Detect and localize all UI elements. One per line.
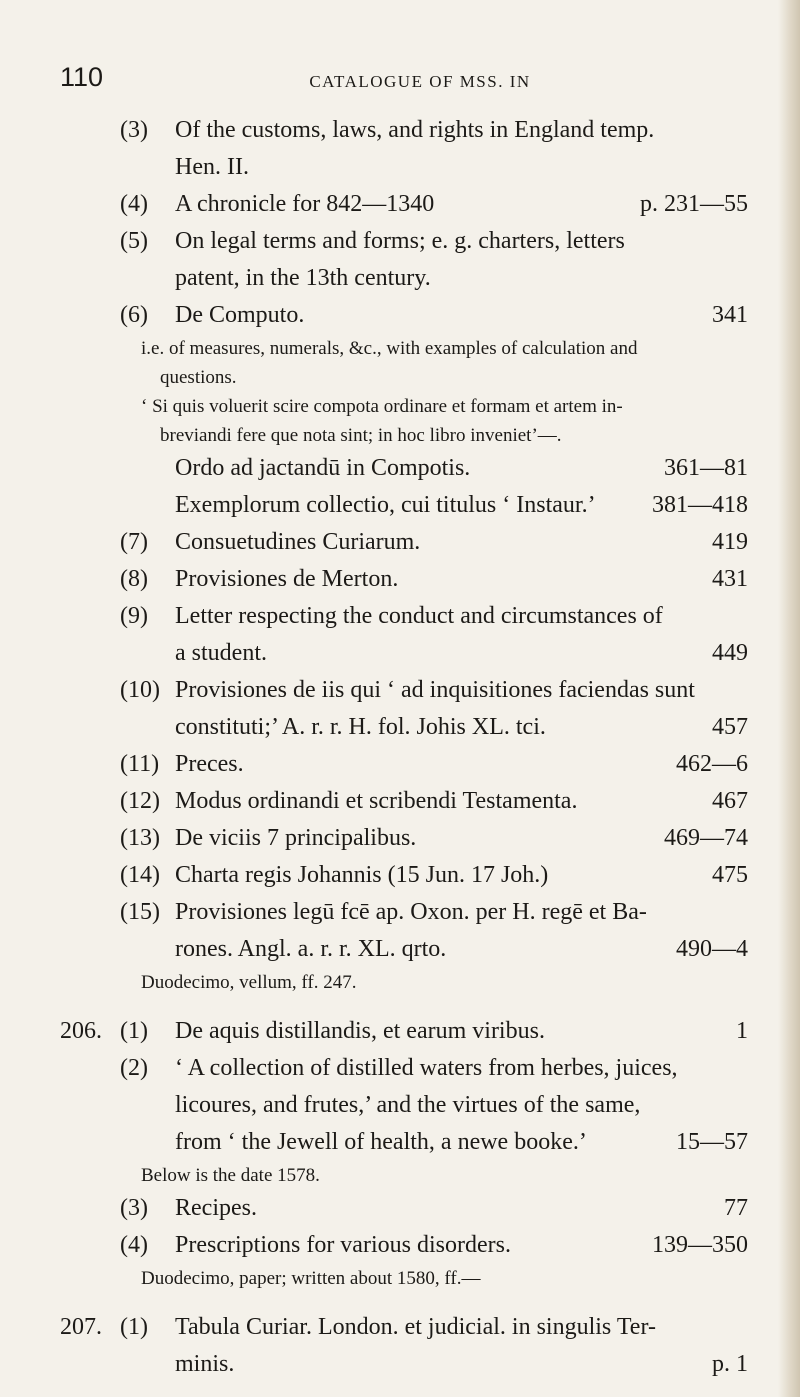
entry-line (0, 524, 800, 561)
entry-continuation: licoures, and frutes,’ and the virtues of the same, (175, 1092, 641, 1118)
entry-label: (15) (120, 899, 160, 925)
entry-label: (5) (120, 228, 148, 254)
entry-line (0, 672, 800, 709)
entry-page-ref: 381—418 (652, 492, 748, 518)
entry-line (0, 186, 800, 223)
manuscript-number: 207. (60, 1314, 102, 1340)
entry-page-ref: 419 (712, 529, 748, 555)
entry-label: (14) (120, 862, 160, 888)
quote-line: breviandi fere que nota sint; in hoc libro inveniet’—. (160, 425, 562, 446)
entry-text: Charta regis Johannis (15 Jun. 17 Joh.) (175, 862, 549, 888)
entry-page-ref: 431 (712, 566, 748, 592)
entry-line (0, 746, 800, 783)
entry-continuation: from ‘ the Jewell of health, a newe booke.’ (175, 1129, 587, 1155)
entry-line (0, 1050, 800, 1087)
entry-text: Preces. (175, 751, 244, 777)
entry-line (0, 149, 800, 186)
description-note: Duodecimo, vellum, ff. 247. (141, 972, 357, 993)
entry-line (0, 635, 800, 672)
entry-label: (13) (120, 825, 160, 851)
entry-line (0, 1124, 800, 1161)
entry-line (0, 260, 800, 297)
entry-text: Of the customs, laws, and rights in England temp. (175, 117, 655, 143)
entry-label: (1) (120, 1314, 148, 1340)
entry-text: A chronicle for 842—1340 (175, 191, 435, 217)
entry-page-ref: 139—350 (652, 1232, 748, 1258)
quote-line: ‘ Si quis voluerit scire compota ordinare et formam et artem in- (141, 396, 623, 417)
entry-continuation: patent, in the 13th century. (175, 265, 431, 291)
entry-label: (8) (120, 566, 148, 592)
entry-label: (7) (120, 529, 148, 555)
entry-text: Consuetudines Curiarum. (175, 529, 421, 555)
entry-line (0, 820, 800, 857)
entry-page-ref: 449 (712, 640, 748, 666)
note-line: questions. (160, 367, 237, 388)
entry-text: De aquis distillandis, et earum viribus. (175, 1018, 545, 1044)
entry-text: ‘ A collection of distilled waters from herbes, juices, (175, 1055, 678, 1081)
entry-text: Provisiones de Merton. (175, 566, 399, 592)
entry-page-ref: 1 (736, 1018, 748, 1044)
manuscript-number: 206. (60, 1018, 102, 1044)
entry-line (0, 709, 800, 746)
entry-page-ref: 77 (724, 1195, 748, 1221)
sub-entry-text: Exemplorum collectio, cui titulus ‘ Instaur.’ (175, 492, 596, 518)
entry-line (0, 112, 800, 149)
entry-line (0, 1346, 800, 1383)
entry-label: (10) (120, 677, 160, 703)
entry-line (0, 931, 800, 968)
entry-label: (2) (120, 1055, 148, 1081)
entry-label: (4) (120, 191, 148, 217)
entry-line (0, 1309, 800, 1346)
entry-label: (6) (120, 302, 148, 328)
entry-line (0, 297, 800, 334)
entry-line (0, 1227, 800, 1264)
sub-entry-line (0, 487, 800, 524)
entry-page-ref: 361—81 (664, 455, 748, 481)
entry-text: On legal terms and forms; e. g. charters, letters (175, 228, 625, 254)
entry-line (0, 1013, 800, 1050)
entry-text: Tabula Curiar. London. et judicial. in singulis Ter- (175, 1314, 656, 1340)
entry-text: Provisiones legū fcē ap. Oxon. per H. regē et Ba- (175, 899, 647, 925)
entry-text: De Computo. (175, 302, 305, 328)
entry-page-ref: 462—6 (676, 751, 748, 777)
sub-entry-line (0, 450, 800, 487)
entry-continuation: constituti;’ A. r. r. H. fol. Johis XL. tci. (175, 714, 546, 740)
entry-page-ref: 341 (712, 302, 748, 328)
entry-page-ref: 475 (712, 862, 748, 888)
entry-line (0, 1190, 800, 1227)
description-note: Below is the date 1578. (141, 1165, 320, 1186)
sub-entry-text: Ordo ad jactandū in Compotis. (175, 455, 471, 481)
running-head: CATALOGUE OF MSS. IN (309, 72, 531, 91)
entry-label: (11) (120, 751, 160, 777)
entry-line (0, 561, 800, 598)
entry-page-ref: 469—74 (664, 825, 748, 851)
entry-text: Modus ordinandi et scribendi Testamenta. (175, 788, 578, 814)
entry-continuation: rones. Angl. a. r. r. XL. qrto. (175, 936, 447, 962)
entry-line (0, 223, 800, 260)
entry-line (0, 894, 800, 931)
entry-page-ref: 15—57 (676, 1129, 748, 1155)
entry-page-ref: 467 (712, 788, 748, 814)
entry-line (0, 783, 800, 820)
description-note: Duodecimo, paper; written about 1580, ff.— (141, 1268, 481, 1289)
entry-label: (12) (120, 788, 160, 814)
entry-page-ref: p. 1 (712, 1351, 748, 1377)
entry-continuation: a student. (175, 640, 267, 666)
entry-continuation: minis. (175, 1351, 235, 1377)
entry-text: Prescriptions for various disorders. (175, 1232, 511, 1258)
page-header (0, 62, 800, 102)
entry-line (0, 598, 800, 635)
note-line: i.e. of measures, numerals, &c., with examples of calculation and (141, 338, 638, 359)
entry-line (0, 857, 800, 894)
entry-text: Recipes. (175, 1195, 257, 1221)
entry-page-ref: 490—4 (676, 936, 748, 962)
entry-label: (4) (120, 1232, 148, 1258)
entry-label: (1) (120, 1018, 148, 1044)
catalogue-entries (0, 112, 800, 1383)
entry-text: Provisiones de iis qui ‘ ad inquisitiones faciendas sunt (175, 677, 695, 703)
page-number: 110 (60, 62, 104, 92)
entry-label: (3) (120, 1195, 148, 1221)
entry-page-ref: p. 231—55 (640, 191, 748, 217)
entry-label: (9) (120, 603, 148, 629)
entry-text: Letter respecting the conduct and circumstances of (175, 603, 663, 629)
entry-text: De viciis 7 principalibus. (175, 825, 417, 851)
entry-continuation: Hen. II. (175, 154, 249, 180)
entry-label: (3) (120, 117, 148, 143)
entry-page-ref: 457 (712, 714, 748, 740)
entry-line (0, 1087, 800, 1124)
